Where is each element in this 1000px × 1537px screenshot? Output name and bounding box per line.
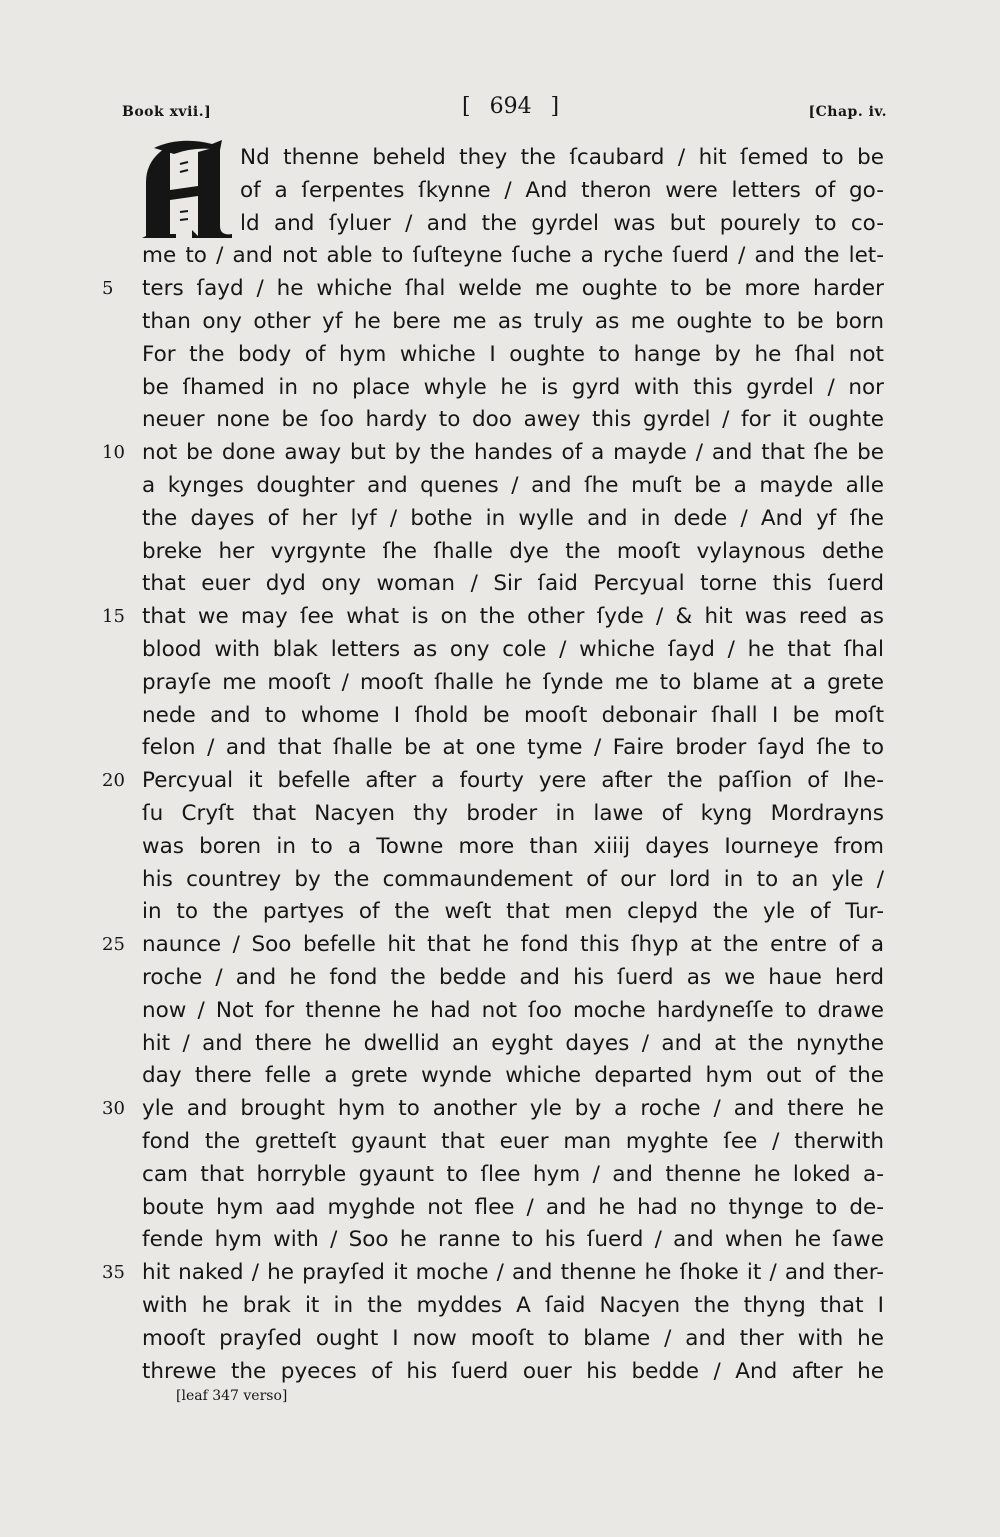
leaf-reference-note: [leaf 347 verso] [176,1388,288,1404]
text-line-32: cam that horryble gyaunt to ſlee hym / and thenne he loked a- [142,1161,884,1187]
text-line-37: mooſt prayſed ought I now mooſt to blame / and ther with he [142,1325,884,1351]
text-line-16: blood with blak letters as ony cole / whiche ſayd / he that ſhal [142,637,884,662]
text-line-6: than ony other yf he bere me as truly as me oughte to be born [142,309,884,334]
text-line-1: Nd thenne beheld they the ſcaubard / hit ſemed to be [240,145,884,170]
text-line-10: not be done away but by the handes of a mayde / and that ſhe be [142,440,884,466]
text-line-24: in to the partyes of the weſt that men clepyd the yle of Tur- [142,899,884,925]
text-line-27: now / Not for thenne he had not ſoo moche hardyneſſe to drawe [142,997,884,1023]
text-line-7: For the body of hym whiche I oughte to hange by he ſhal not [142,341,884,367]
running-head-chapter: [Chap. iv. [808,104,887,120]
blackletter-a-icon [140,138,238,240]
line-number-20: 20 [102,770,125,792]
text-line-3: ld and ſyluer / and the gyrdel was but pourely to co- [240,210,884,236]
text-line-11: a kynges doughter and quenes / and ſhe muſt be a mayde alle [142,473,884,498]
text-line-33: boute hym aad myghde not flee / and he had no thynge to de- [142,1194,884,1220]
text-line-5: ters ſayd / he whiche ſhal welde me oughte to be more harder [142,276,884,302]
text-line-31: fond the gretteſt gyaunt that euer man myghte ſee / therwith [142,1129,884,1154]
line-number-10: 10 [102,442,125,464]
text-line-17: prayſe me mooſt / mooſt ſhalle he ſynde me to blame at a grete [142,669,884,695]
text-line-13: breke her vyrgynte ſhe ſhalle dye the mooſt vylaynous dethe [142,538,884,564]
line-number-15: 15 [102,606,125,628]
text-line-30: yle and brought hym to another yle by a roche / and there he [142,1096,884,1122]
line-number-30: 30 [102,1098,125,1120]
text-line-28: hit / and there he dwellid an eyght dayes / and at the nynythe [142,1030,884,1056]
text-line-36: with he brak it in the myddes A ſaid Nacyen the thyng that I [142,1293,884,1318]
page-number: [ 694 ] [462,94,560,119]
text-line-4: me to / and not able to ſuſteyne ſuche a ryche ſuerd / and the let- [142,243,884,269]
text-line-20: Percyual it befelle after a fourty yere after the paſſion of Ihe- [142,768,884,794]
text-line-35: hit naked / he prayſed it moche / and thenne he ſhoke it / and ther- [142,1260,884,1286]
running-head [0,96,1000,130]
text-line-9: neuer none be ſoo hardy to doo awey this gyrdel / for it oughte [142,407,884,433]
text-line-38: threwe the pyeces of his ſuerd ouer his bedde / And after he [142,1358,884,1384]
text-line-14: that euer dyd ony woman / Sir ſaid Percyual torne this ſuerd [142,571,884,597]
text-line-8: be ſhamed in no place whyle he is gyrd with this gyrdel / nor [142,374,884,400]
text-line-22: was boren in to a Towne more than xiiij dayes Iourneye from [142,833,884,859]
running-head-book: Book xvii.] [122,104,212,120]
text-line-29: day there felle a grete wynde whiche departed hym out of the [142,1063,884,1089]
decorated-initial-a [140,138,238,240]
text-line-19: felon / and that ſhalle be at one tyme / Faire broder ſayd ſhe to [142,735,884,761]
text-line-26: roche / and he fond the bedde and his ſuerd as we haue herd [142,965,884,990]
text-line-34: fende hym with / Soo he ranne to his ſuerd / and when he ſawe [142,1227,884,1253]
text-line-23: his countrey by the commaundement of our lord in to an yle / [142,866,884,892]
line-number-5: 5 [102,278,114,300]
line-number-35: 35 [102,1262,125,1284]
text-line-18: nede and to whome I ſhold be mooſt debonair ſhall I be moſt [142,702,884,728]
text-line-15: that we may ſee what is on the other ſyde / & hit was reed as [142,604,884,630]
line-number-25: 25 [102,934,125,956]
text-line-2: of a ſerpentes ſkynne / And theron were letters of go- [240,177,884,203]
text-line-25: naunce / Soo befelle hit that he fond this ſhyp at the entre of a [142,932,884,958]
text-line-12: the dayes of her lyf / bothe in wylle and in dede / And yf ſhe [142,505,884,531]
text-line-21: ſu Cryſt that Nacyen thy broder in lawe of kyng Mordrayns [142,801,884,826]
